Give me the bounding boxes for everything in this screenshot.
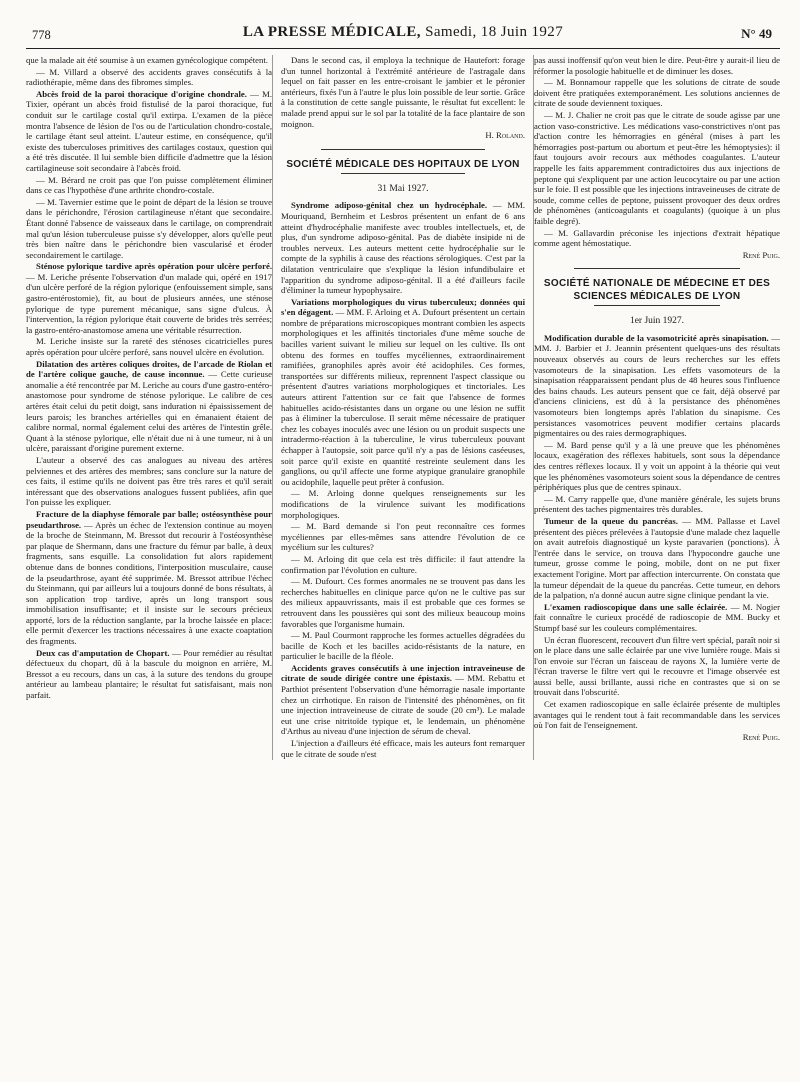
article-paragraph [26, 359, 272, 454]
paragraph-text: L'auteur a observé des cas analogues au niveau des artères pelviennes et des artères des membres; sans conclure sur la nature de ces faits, il estime qu'ils ne doivent pas être très rares et qu'il serait intéressant que des observations analogues fussent publiées, afin que l'on puisse les expliquer. [26, 454, 272, 508]
paragraph [534, 699, 780, 731]
paragraph-text: Dans le second cas, il employa la technique de Hautefort: forage d'un tunnel horizontal à l'extrémité antérieure de l'astragale dans lequel on fait passer en les entre-croisant le jambier et le péronier antérieurs, fixés l'un à l'autre le plus loin possible de leur sortie. Grâce à la constitution de cette sangle puissante, le résultat fut excellent: le malade prend appui sur le sol par la totalité de la face plantaire de son moignon. [281, 55, 525, 129]
paragraph-text: — M. Paul Courmont rapproche les formes actuelles dégradées du bacille de Koch et les bacilles acido-résistants de la nature, en particulier le bacille de la fléole. [281, 630, 525, 662]
paragraph [534, 494, 780, 515]
article-paragraph [281, 297, 525, 488]
paragraph-text: — M. Bard pense qu'il y a là une preuve que les phénomènes locaux, exagération des réflexes habituels, sont sous la dépendance des centres réflexes locaux. Il y voit un appoint à la théorie qui veut que les phénomènes vasomoteurs soient sous la dépendance de centres périphériques plus que de centres spinaux. [534, 439, 780, 493]
article-heading: Abcès froid de la paroi thoracique d'origine chondrale. [36, 88, 247, 99]
society-heading: SOCIÉTÉ NATIONALE DE MÉDECINE ET DES SCIENCES MÉDICALES DE LYON [543, 278, 771, 303]
columns [26, 55, 780, 760]
article-heading: Tumeur de la queue du pancréas. [544, 515, 678, 526]
society-heading: SOCIÉTÉ MÉDICALE DES HOPITAUX DE LYON [286, 158, 520, 170]
paragraph-text: — M. Arloing donne quelques renseignements sur les modifications de la virulence suivant les modifications morphologiques. [281, 488, 525, 520]
paragraph [26, 197, 272, 261]
paragraph-text: — MM. F. Arloing et A. Dufourt présentent un certain nombre de préparations microscopiques montrant combien les aspects morphologiques et les affinités tinctoriales d'une même souche de bacilles varient suivant le milieu sur lequel on les cultive. Ils ont obtenu des formes en touffes mycéliennes, extraordinairement ramifiées, granophiles après avoir été acidophiles. Ces formes, transportées sur différents milieux, reprennent l'aspect classique ou présentent d'autres variations morphologiques et tinctoriales. Les auteurs attirent l'attention sur ce fait que l'absence de formes habituelles acido-résistantes dans un organe ou une lésion ne suffit pas à éliminer la tuberculose. Il serait même nécessaire de pratiquer chez les cobayes inoculés avec une lésion ou un produit suspects une intradermo-réaction à la tuberculine, le virus tuberculeux pouvant échapper à l'autopsie, soit parce qu'il n'y a pas de lésions caséeuses, soit parce qu'il existe en quantité restreinte seulement dans les ganglions, ou qu'il affecte une forme atypique granulaire granophile ou acidophile, laquelle peut prêter à confusion. [281, 307, 526, 487]
article-paragraph [534, 333, 780, 439]
paragraph-text: — M. Tavernier estime que le point de départ de la lésion se trouve dans le périchondre, l'érosion cartilagineuse n'étant que secondaire. Étant donné l'absence de vaisseaux dans le cartilage, on comprendrait mal qu'un lésion tuberculeuse puisse s'y développer, alors qu'elle peut très bien naître dans le périchondre bien vascularisé et éroder secondairement le cartilage. [26, 196, 272, 260]
paragraph [534, 228, 780, 249]
author-signature: René Puig. [742, 249, 780, 260]
article-heading: L'examen radioscopique dans une salle éclairée. [544, 601, 728, 612]
paragraph-text: pas aussi inoffensif qu'on veut bien le dire. Peut-être y aurait-il lieu de réformer la posologie habituelle et de diminuer les doses. [534, 55, 780, 76]
paragraph-text: — M. Bérard ne croit pas que l'on puisse complètement éliminer dans ce cas l'hypothèse d'une arthrite chondro-costale. [26, 174, 272, 196]
article-heading: Fracture de la diaphyse fémorale par balle; ostéosynthèse pour pseudarthrose. [26, 508, 272, 530]
column-right [534, 55, 780, 760]
journal-title [26, 24, 780, 41]
paragraph-text: que la malade ait été soumise à un examen gynécologique compétent. [26, 55, 268, 65]
section-divider [321, 149, 485, 150]
article-heading: Accidents graves consécutifs à une injection intraveineuse de citrate de soude dirigée contre une épistaxis. [281, 662, 525, 684]
paragraph-text: — MM. Pallasse et Lavel présentent des pièces prélevées à l'autopsie d'une malade chez laquelle on avait autrefois diagnostiqué un kyste paravarien (ponctions). À l'entrée dans le service, on trouva dans l'hypocondre gauche une tumeur, grosse comme le poing, mobile, dont on ne put fixer exactement l'origine. Mort par affection intercurrente. On constata que la tumeur dépendait de la queue du pancréas. Cette tumeur, en dehors de la palpation, n'a donné aucun autre signe clinique pendant la vie. [534, 515, 780, 601]
paragraph-text: — Pour remédier au résultat défectueux du chopart, dû à la bascule du moignon en arrière, M. Bressot a eu recours, dans un cas, à la suture des tendons du groupe antérieur au lambeau plantaire; le résultat fut satisfaisant, mais non parfait. [26, 647, 272, 701]
author-signature: H. Roland. [485, 130, 525, 141]
paragraph-text: Cet examen radioscopique en salle éclairée présente de multiples avantages qui le rendent tout à fait recommandable dans les services où l'on fait de l'enseignement. [534, 699, 780, 731]
paragraph-text: — Cette curieuse anomalie a été rencontrée par M. Leriche au cours d'une gastro-entéro-anastomose pour syndrome de sténose pylorique. Le calibre de ces artères était celui du petit doigt, sans induration ni épaississement de leurs parois; les branches artérielles qui en émanaient étaient de calibre normal, normal également celui des artères de l'intestin grêle. Quant à la sténose pylorique, elle n'était due ni à une tumeur, ni à un ulcère, paraissant d'origine purement externe. [26, 369, 272, 454]
paragraph [281, 521, 525, 553]
paragraph-text: Un écran fluorescent, recouvert d'un filtre vert spécial, paraît noir si on le place dans une salle éclairée par une vive lumière rouge. Mais si l'on envoie sur l'écran un faisceau de rayons X, la lumière verte de l'écran traverse le filtre vert qui le recouvre et l'image observée est aussi belle, aussi brillante, aussi riche en contrastes que si on se trouvait dans l'obscurité. [534, 634, 780, 698]
paragraph-text: — Après un échec de l'extension continue au moyen de la broche de Steinmann, M. Bressot dut recourir à l'ostéosynthèse par plaque de Shermann, dans une fracture du fémur par balle, à deux fragments, sans esquille. La consolidation fut alors rapidement obtenue dans de bonnes conditions, l'interposition musculaire, cause de la pseudarthrose, ayant été supprimée. M. Bressot attribue l'échec du Steinmann, qui par ailleurs lui a toujours donné de bons résultats, à son application trop tardive, après un long transport sous immobilisation insuffisante; et il insiste sur le secours précieux apporté, lors de la réduction sanglante, par la broche laissée en place: elle permit d'exercer les tractions nécessaires à une exacte coaptation des fragments. [26, 519, 272, 647]
paragraph [26, 455, 272, 508]
paragraph-text: — MM. Mouriquand, Bernheim et Lesbros présentent un enfant de 6 ans atteint d'hydrocéphalie manifeste avec troubles intellectuels, et, de plus, d'un syndrome adiposo-génital. Pas de diabète insipide ni de troubles nerveux. Les auteurs mettent cette hydrocéphalie sur le compte de la syphilis à cause des réactions sérologiques. C'est par la dilatation ventriculaire que s'explique la lésion infundibulaire et l'apparition du syndrome adiposo-génital. Il a été d'ailleurs facile d'éliminer la tumeur hypophysaire. [281, 200, 525, 296]
page-number: 778 [32, 28, 51, 42]
paragraph [534, 635, 780, 699]
paragraph-text: — MM. J. Barbier et J. Jeannin présentent quelques-uns des résultats nouveaux observés au cours de leurs recherches sur les effets vasomoteurs de la sinapisation. Les effets vasomoteurs de la sinapisation réapparaissent pendant plus de 48 heures sous l'influence des bains chauds. Les auteurs pensent que ce fait, déjà observé par d'anciens cliniciens, est dû à la persistance des phénomènes vasomoteurs bien longtemps après l'ablation du sinapisme. Ces persistances vasomotrices peuvent modifier certains placards pigmentaires ou des raies dermographiques. [534, 332, 780, 439]
article-heading: Modification durable de la vasomotricité après sinapisation. [544, 332, 769, 343]
article-paragraph [534, 516, 780, 601]
article-heading: Dilatation des artères coliques droites, de l'arcade de Riolan et de l'artère colique gauche, de cause inconnue. [26, 358, 272, 380]
paragraph [534, 77, 780, 109]
paragraph-text: — M. Villard a observé des accidents graves consécutifs à la radiothérapie, même dans des fibromes simples. [26, 66, 272, 88]
session-date: 1er Juin 1927. [629, 316, 685, 327]
paragraph [534, 440, 780, 493]
article-heading: Deux cas d'amputation de Chopart. [36, 647, 170, 658]
session-date: 31 Mai 1927. [377, 183, 429, 194]
article-paragraph [281, 200, 525, 295]
paragraph [26, 55, 272, 66]
article-paragraph [534, 602, 780, 634]
paragraph-text: — M. Tixier, opérant un abcès froid fistulisé de la paroi thoracique, fut conduit sur le cartilage costal qu'il extirpa. L'examen de la pièce montra l'absence de lésion de l'os ou de l'articulation chondro-costale, le cartilage étant seul atteint. L'auteur estime, en conséquence, qu'il existe des tuberculoses primitives des cartilages costaux, question qui a été très discutée. Il lui semble bien difficile d'admettre que la lésion cartilagineuse soit secondaire à l'abcès froid. [26, 88, 272, 173]
paragraph [281, 576, 525, 629]
paragraph-text: — M. Gallavardin préconise les injections d'extrait hépatique comme agent hémostatique. [534, 227, 780, 249]
section-divider [574, 268, 740, 269]
society-underline [594, 305, 720, 306]
paragraph-text: — M. Arloing dit que cela est très difficile: il faut attendre la confirmation par l'évolution en culture. [281, 553, 525, 575]
paragraph [534, 55, 780, 76]
article-heading: Variations morphologiques du virus tuberculeux; données qui s'en dégagent. [281, 296, 525, 318]
paragraph-text: — M. Bard demande si l'on peut reconnaître ces formes mycéliennes par elles-mêmes sans attendre l'évolution de ce mycélium sur les cultures? [281, 521, 525, 553]
author-signature: René Puig. [742, 731, 780, 742]
column-middle [272, 55, 534, 760]
article-paragraph [26, 261, 272, 335]
paragraph [534, 110, 780, 227]
article-heading: Syndrome adiposo-génital chez un hydrocéphale. [291, 200, 488, 211]
paragraph [281, 738, 525, 759]
paragraph-text: — M. Leriche présente l'observation d'un malade qui, opéré en 1917 d'un ulcère perforé de la région pylorique (enfouissement simple, sans gastro-entérostomie), fit, au bout de plusieurs années, une sténose pylorique de type purement mécanique, sans signe d'ulcus. À l'intervention, la région pylorique était couverte de brides très serrées; la gastro-entéro-anastomose amena une véritable résurrection. [26, 271, 272, 335]
paragraph [281, 55, 525, 129]
issue-date: Samedi, 18 Juin 1927 [425, 24, 564, 40]
article-paragraph [26, 89, 272, 174]
page-header [26, 22, 780, 49]
article-heading: Sténose pylorique tardive après opération pour ulcère perforé. [36, 261, 272, 272]
article-paragraph [26, 648, 272, 701]
paragraph [26, 67, 272, 88]
article-paragraph [281, 663, 525, 737]
paragraph-text: L'injection a d'ailleurs été efficace, mais les auteurs font remarquer que le citrate de soude n'est [281, 738, 525, 759]
issue-number: N° 49 [741, 26, 772, 41]
paragraph-text: — MM. Rebattu et Parthiot présentent l'observation d'une hémorragie nasale importante chez un cirrhotique. En raison de l'intensité des phénomènes, on fit une injection intraveineuse de citrate de soude (20 cm³). Le malade eut une crise nitritoïde typique et, le lendemain, un phénomène d'Arthus au niveau d'une injection de sérum de cheval. [281, 673, 525, 737]
journal-name: LA PRESSE MÉDICALE, [242, 24, 421, 40]
paragraph [26, 175, 272, 196]
column-left [26, 55, 272, 760]
paragraph-text: — M. Dufourt. Ces formes anormales ne se trouvent pas dans les recherches habituelles en clinique parce qu'on ne le cultive pas sur des milieux appauvrissants, mais il est probable que ces formes se retrouvent dans les poussières qui sont des milieux beaucoup moins favorables que l'organisme humain. [281, 576, 525, 629]
paragraph-text: — M. Carry rappelle que, d'une manière générale, les sujets bruns présentent des taches pigmentaires très durables. [534, 493, 780, 515]
article-paragraph [26, 509, 272, 647]
paragraph [281, 554, 525, 575]
paragraph-text: M. Leriche insiste sur la rareté des sténoses cicatricielles pures après opération pour ulcère perforé, sans nouvel ulcère en évolution. [26, 336, 272, 358]
paragraph-text: — M. Nogier fait connaître le curieux procédé de radioscopie de MM. Bucky et Stumpf basé sur les couleurs complémentaires. [534, 601, 781, 633]
paragraph [26, 336, 272, 357]
paragraph [281, 630, 525, 662]
paragraph-text: — M. Bonnamour rappelle que les solutions de citrate de soude doivent être pratiquées extemporanément. Les solutions anciennes de citrate de soude deviennent toxiques. [534, 77, 780, 109]
society-underline [341, 173, 465, 174]
paragraph [281, 488, 525, 520]
paragraph-text: — M. J. Chalier ne croit pas que le citrate de soude agisse par une action vaso-constrictive. Les médications vaso-constrictives n'ont pas d'action contre les hémorragies en général (mises à part les hémorragies post-partum ou abortum et peut-être les hémoptysies): il faut toujours avoir recours aux méthodes coagulantes. L'auteur rappelle les faits apparemment contradictoires dus aux injections de peptone qui s'expliquent par une action leucocytaire ou par une action sur le foie. Il est possible que les injections intraveineuses de citrate de soude, comme celles de peptone, puissent provoquer des deux ordres de phénomènes (anticoagulants et coagulants) (quoique à un plus faible degré). [534, 109, 780, 226]
